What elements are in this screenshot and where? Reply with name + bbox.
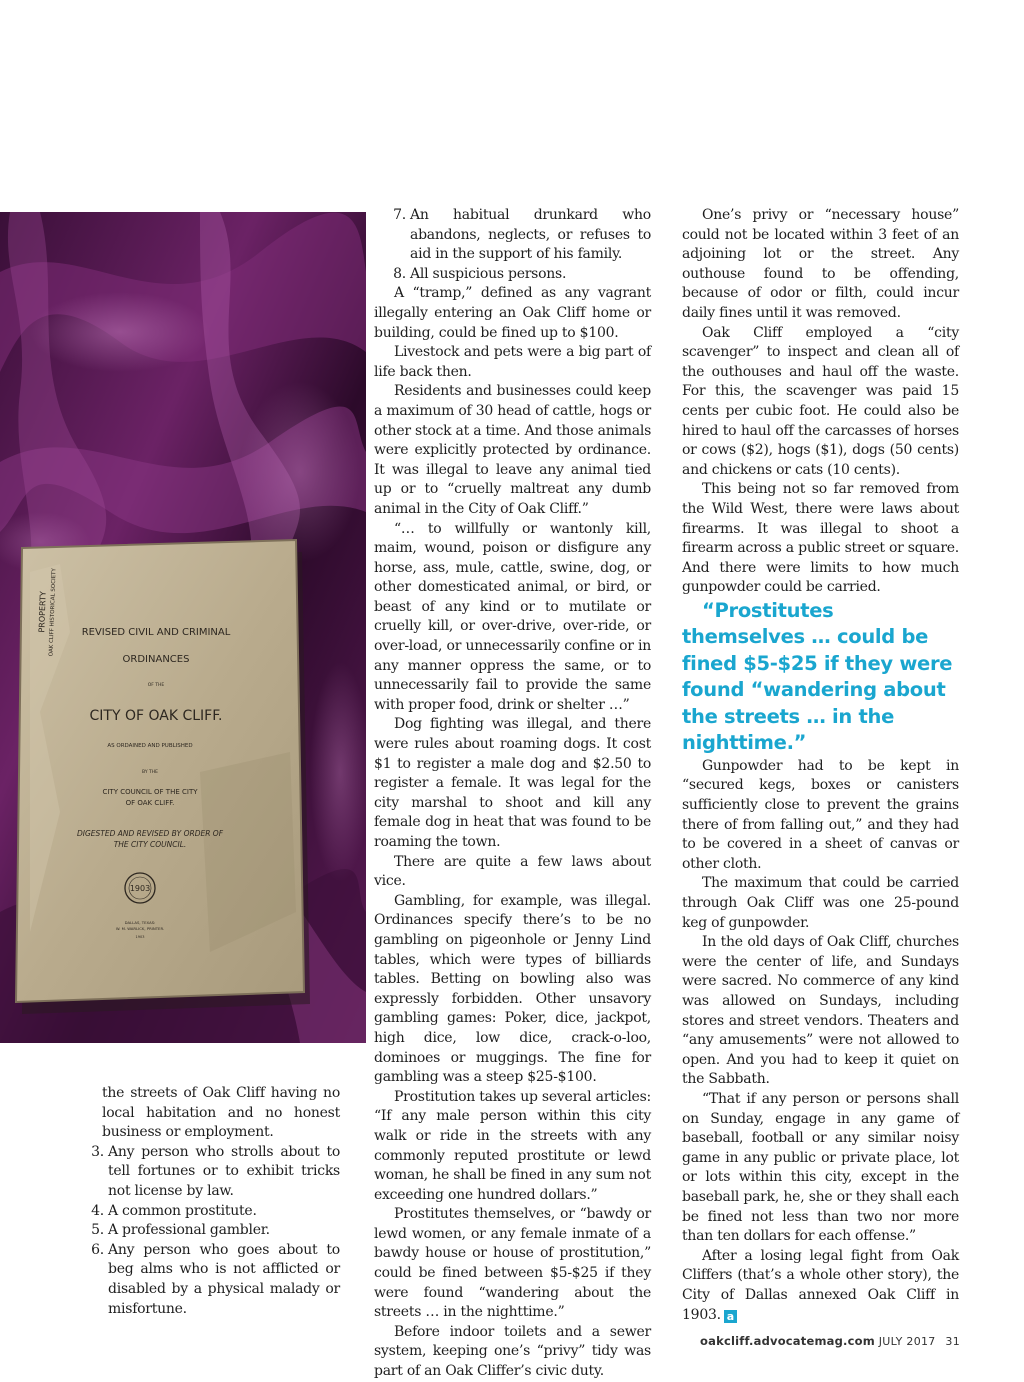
list-item: 6. Any person who goes about to beg alms who is not afflicted or disabled by a physical malady or misfortune. <box>91 1241 340 1317</box>
body-paragraph: Dog fighting was illegal, and there were rules about roaming dogs. It cost $1 to register a male dog and $2.50 to register a female. It was legal for the city marshal to shoot and kill any female dog in heat that was found to be roaming the town. <box>374 716 651 850</box>
column-2 <box>374 206 651 1382</box>
body-paragraph: Residents and businesses could keep a maximum of 30 head of cattle, hogs or other stock at a time. And those animals were explicitly protected by ordinance. It was illegal to leave any animal tied up or to “cruelly maltreat any dumb animal in the City of Oak Cliff.” <box>374 383 651 517</box>
footer-issue: JULY 2017 <box>878 1335 936 1348</box>
list-item: 7. An habitual drunkard who abandons, neglects, or refuses to aid in the support of his family. <box>393 207 651 263</box>
book-title-line4: CITY OF OAK CLIFF. <box>89 708 223 724</box>
body-paragraph: The maximum that could be carried through Oak Cliff was one 25-pound keg of gunpowder. <box>682 875 959 931</box>
body-paragraph: One’s privy or “necessary house” could not be located within 3 feet of an adjoining lot or the street. Any outhouse found to be offending, because of odor or filth, could incur daily fines until it was removed. <box>682 207 959 321</box>
svg-text:1903: 1903 <box>129 884 151 893</box>
book-imprint-line3: 1903 <box>135 935 145 939</box>
body-paragraph: A “tramp,” defined as any vagrant illegally entering an Oak Cliff home or building, could be fined up to $100. <box>374 285 651 341</box>
book-title-line5: AS ORDAINED AND PUBLISHED <box>107 743 193 749</box>
book-title-line1: REVISED CIVIL AND CRIMINAL <box>81 627 231 638</box>
page-number: 31 <box>945 1335 960 1348</box>
body-paragraph: In the old days of Oak Cliff, churches were the center of life, and Sundays were sacred. No commerce of any kind was allowed on Sundays, including stores and street vendors. Theaters and “any amusements” were not allowed to open. And you had to keep it quiet on the Sabbath. <box>682 934 959 1088</box>
book-title-line7: CITY COUNCIL OF THE CITY <box>102 788 198 796</box>
list-item: 3. Any person who strolls about to tell fortunes or to exhibit tricks not license by law. <box>91 1143 340 1199</box>
body-paragraph: Prostitutes themselves, or “bawdy or lewd women, or any female inmate of a bawdy house or house of prostitution,” could be fined between $5-$25 if they were found “wandering about the streets … in the nighttime.” <box>374 1206 651 1321</box>
pull-quote: “Prostitutes themselves … could be fined $5-$25 if they were found “wandering about the streets … in the nighttime.” <box>682 598 953 755</box>
body-paragraph: “That if any person or persons shall on Sunday, engage in any game of baseball, football or any similar noisy game in any public or private place, lot or lots within this city, except in the baseball park, he, she or they shall each be fined not less than two nor more than ten dollars for each offense.” <box>682 1090 959 1245</box>
column-3 <box>682 206 959 1325</box>
book-photo-illustration <box>0 212 366 1043</box>
book-title-line8: OF OAK CLIFF. <box>125 799 175 807</box>
list-item: 8. All suspicious persons. <box>393 265 567 282</box>
list-item-continuation: the streets of Oak Cliff having no local habitation and no honest business or employment. <box>102 1085 340 1141</box>
body-paragraph: Before indoor toilets and a sewer system, keeping one’s “privy” tidy was part of an Oak Cliffer’s civic duty. <box>374 1323 651 1380</box>
list-item: 4. A common prostitute. <box>91 1202 257 1219</box>
svg-text:PROPERTY: PROPERTY <box>37 591 48 633</box>
book-title-line9: DIGESTED AND REVISED BY ORDER OF <box>76 829 224 838</box>
book-imprint-line1: DALLAS, TEXAS: <box>124 920 156 925</box>
book-title-line2: ORDINANCES <box>122 654 190 665</box>
page-footer <box>700 1334 960 1348</box>
book-title-line10: THE CITY COUNCIL. <box>113 840 187 849</box>
body-paragraph: Prostitution takes up several articles: “If any male person within this city walk or ride in the streets with any commonly reputed prostitute or lewd woman, he shall be fined in any sum not exceeding one hundred dollars.” <box>374 1088 651 1203</box>
vagrant-list-continued <box>374 206 651 284</box>
book-title-line3: OF THE <box>147 683 165 688</box>
body-paragraph: “… to willfully or wantonly kill, maim, wound, poison or disfigure any horse, ass, mule, cattle, swine, dog, or other domesticated animal, or bird, or beast of any kind or to mutilate or cruelly kill, or over-drive, over-ride, or over-load, or unnecessarily confine or in any manner oppress the same, or to unnecessarily fail to provide the same with proper food, drink or shelter …” <box>374 520 651 713</box>
body-paragraph: This being not so far removed from the Wild West, there were laws about firearms. It was illegal to shoot a firearm across a public street or square. And there were limits to how much gunpowder could be carried. <box>682 481 959 596</box>
body-paragraph-final: After a losing legal fight from Oak Cliffers (that’s a whole other story), the City of Dallas annexed Oak Cliff in 1903. a <box>682 1247 959 1323</box>
footer-site: oakcliff.advocatemag.com <box>700 1334 875 1348</box>
list-item: 5. A professional gambler. <box>91 1222 270 1239</box>
vagrant-list <box>82 1143 340 1319</box>
book-title-line6: BY THE <box>142 770 158 775</box>
body-paragraph: Gambling, for example, was illegal. Ordinances specify there’s to be no gambling on pigeonhole or Jenny Lind tables, which were types of billiards tables. Betting on bowling also was expressly forbidden. Other unsavory gambling games: Poker, dice, jackpot, high dice, low dice, crack-o-loo, dominoes or muggings. The fine for gambling was a steep $25-$100. <box>374 892 651 1086</box>
book-photo <box>0 212 366 1043</box>
svg-text:OAK CLIFF HISTORICAL SOCIETY: OAK CLIFF HISTORICAL SOCIETY <box>48 568 58 657</box>
body-paragraph: Gunpowder had to be kept in “secured kegs, boxes or canisters sufficiently close to prevent the grains there of from falling out,” and they had to be covered in a sheet of canvas or other cloth. <box>682 757 959 872</box>
body-paragraph: Oak Cliff employed a “city scavenger” to inspect and clean all of the outhouses and haul off the waste. For this, the scavenger was paid 15 cents per cubic foot. He could also be hired to haul off the carcasses of horses or cows ($2), hogs ($1), dogs (50 cents) and chickens or cats (10 cents). <box>682 324 959 478</box>
body-paragraph: There are quite a few laws about vice. <box>374 853 651 890</box>
body-paragraph: Livestock and pets were a big part of life back then. <box>374 344 651 380</box>
end-mark-icon: a <box>724 1310 737 1323</box>
column-1 <box>82 1084 340 1319</box>
book-imprint-line2: W. M. WARLICK, PRINTER. <box>115 926 165 931</box>
